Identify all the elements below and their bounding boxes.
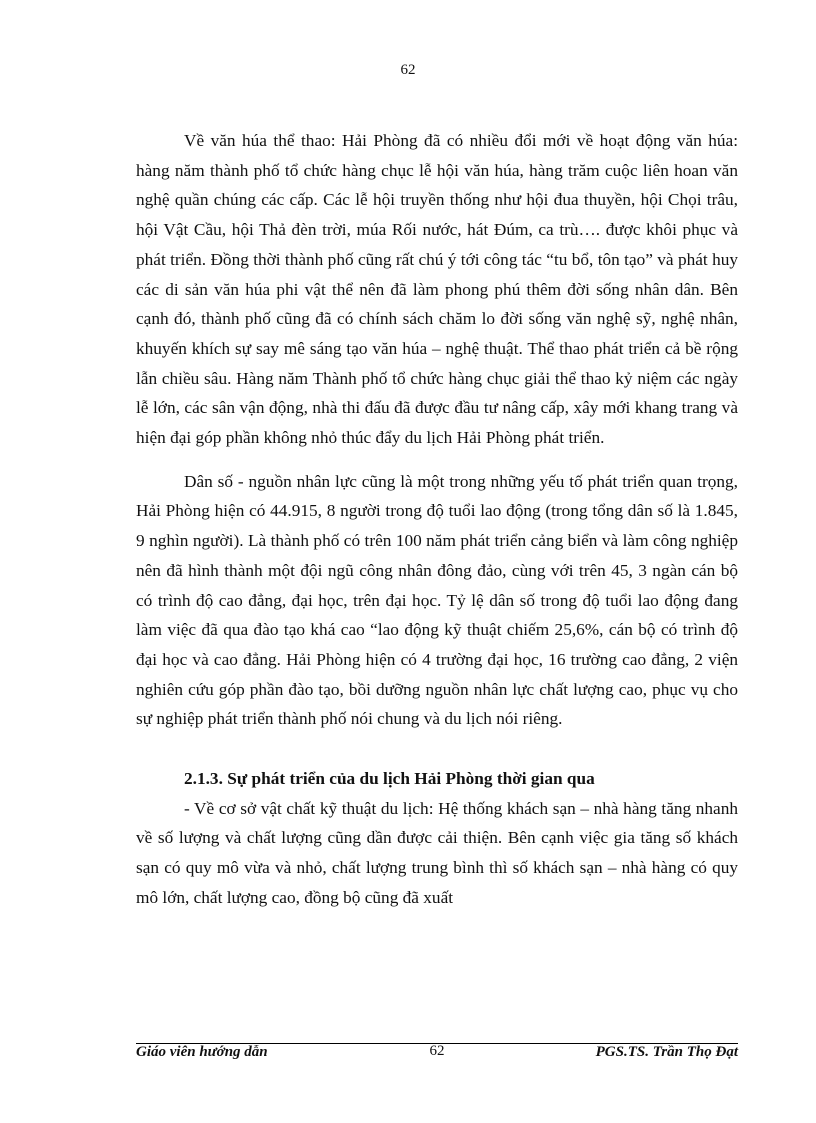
document-body	[136, 126, 738, 913]
paragraph-population: Dân số - nguồn nhân lực cũng là một trong những yếu tố phát triển quan trọng, Hải Phòng hiện có 44.915, 8 người trong độ tuổi lao động (trong tổng dân số là 1.845, 9 nghìn người). Là thành phố có trên 100 năm phát triển cảng biển và làm công nghiệp nên đã hình thành một đội ngũ công nhân đông đảo, cùng với trên 45, 3 ngàn cán bộ có trình độ cao đẳng, đại học, trên đại học. Tỷ lệ dân số trong độ tuổi lao động đang làm việc đã qua đào tạo khá cao “lao động kỹ thuật chiếm 25,6%, cán bộ có trình độ đại học và cao đẳng. Hải Phòng hiện có 4 trường đại học, 16 trường cao đẳng, 2 viện nghiên cứu góp phần đào tạo, bồi dưỡng nguồn nhân lực chất lượng cao, phục vụ cho sự nghiệp phát triển thành phố nói chung và du lịch nói riêng.	[136, 471, 738, 729]
footer-page-number: 62	[429, 1043, 445, 1059]
section-heading: 2.1.3. Sự phát triển của du lịch Hải Phòng thời gian qua	[184, 769, 595, 789]
footer-supervisor-name: PGS.TS. Trần Thọ Đạt	[595, 1044, 738, 1060]
paragraph-culture-sports: Về văn húa thể thao: Hải Phòng đã có nhiều đổi mới về hoạt động văn húa: hàng năm thành phố tổ chức hàng chục lễ hội văn húa, hàng trăm cuộc liên hoan văn nghệ quần chúng các cấp. Các lễ hội truyền thống như hội đua thuyền, hội Chọi trâu, hội Vật Cầu, hội Thả đèn trời, múa Rối nước, hát Đúm, ca trù…. được khôi phục và phát triển. Đồng thời thành phố cũng rất chú ý tới công tác “tu bổ, tôn tạo” và phát huy các di sản văn húa phi vật thể nên đã làm phong phú thêm đời sống nhân dân. Bên cạnh đó, thành phố cũng đã có chính sách chăm lo đời sống văn nghệ sỹ, nghệ nhân, khuyến khích sự say mê sáng tạo văn húa – nghệ thuật. Thể thao phát triển cả bề rộng lẫn chiều sâu. Hàng năm Thành phố tổ chức hàng chục giải thể thao kỷ niệm các ngày lễ lớn, các sân vận động, nhà thi đấu đã được đầu tư nâng cấp, xây mới khang trang và hiện đại góp phần không nhỏ thúc đẩy du lịch Hải Phòng phát triển.	[136, 131, 738, 448]
footer-supervisor-label: Giáo viên hướng dẫn	[136, 1044, 268, 1060]
page-number-top: 62	[400, 62, 416, 78]
page-footer	[136, 1043, 738, 1069]
paragraph-infrastructure: - Về cơ sở vật chất kỹ thuật du lịch: Hệ thống khách sạn – nhà hàng tăng nhanh về số lượng và chất lượng cũng dần được cải thiện. Bên cạnh việc gia tăng số khách sạn có quy mô vừa và nhỏ, chất lượng trung bình thì số khách sạn – nhà hàng có quy mô lớn, chất lượng cao, đồng bộ cũng đã xuất	[136, 798, 738, 907]
